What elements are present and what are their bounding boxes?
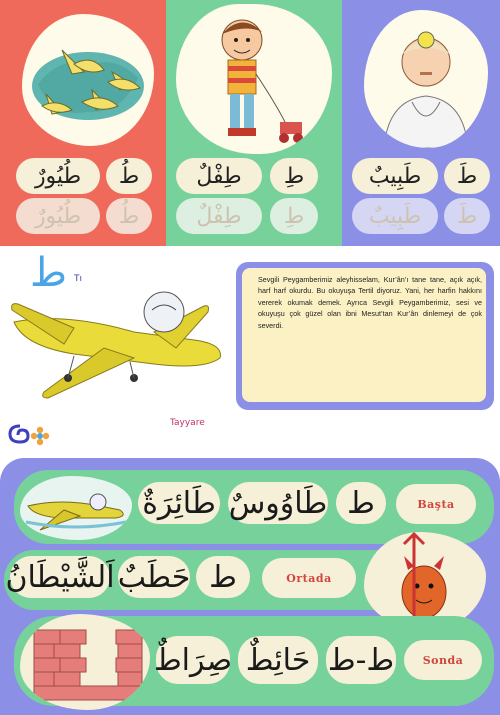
word-pill	[16, 158, 100, 194]
word-text-faded: طَبِيبٌ	[368, 203, 422, 229]
form-pill	[336, 482, 386, 524]
row-form: ط	[209, 559, 237, 595]
word-text-faded: طِفْلٌ	[196, 203, 242, 229]
word-pill-faded	[176, 198, 262, 234]
position-tag	[404, 640, 482, 680]
lesson-paragraph: Sevgili Peygamberimiz aleyhisselam, Kur’ân’ı tane tane, açık açık, harf harf okurdu. Bu okuyuşa Tertil diyoruz. Yani, her harfin hakkını vererek okumak demek. Ayrıca Sevgili Peygamberimiz, sesi ve okuyuşu çok güzel olan ibni Mesut’tan Kur’ân dinlemeyi de çok severdi.	[258, 275, 482, 330]
letter-text: طَ	[456, 163, 478, 189]
form-pill	[326, 636, 396, 684]
airplane-illustration	[4, 282, 234, 412]
letter-text: طُ	[118, 163, 140, 189]
word-text: طَبِيبٌ	[368, 163, 422, 189]
position-tag	[262, 558, 356, 598]
word-text: طِفْلٌ	[196, 163, 242, 189]
word-pill	[176, 158, 262, 194]
form-pill	[196, 556, 250, 598]
letter-pill	[444, 158, 490, 194]
row-form: ط	[347, 485, 375, 521]
spiral-icon	[4, 424, 32, 446]
position-label: Başta	[417, 497, 455, 511]
letter-text-faded: طِ	[283, 203, 305, 229]
row-word: اَلشَّيْطَانُ	[5, 559, 115, 595]
position-tag	[396, 484, 476, 524]
word-pill	[118, 556, 190, 598]
row-word: حَطَبٌ	[117, 559, 191, 595]
letter-text: طِ	[283, 163, 305, 189]
word-pill	[228, 482, 328, 524]
word-pill-faded	[16, 198, 100, 234]
row-word: طَائِرَةٌ	[142, 485, 216, 521]
position-label: Sonda	[422, 653, 464, 667]
row-word: طَاوُوسٌ	[228, 485, 328, 521]
letter-pill-faded	[106, 198, 152, 234]
row-word: صِرَاطٌ	[153, 642, 233, 678]
airplane-caption: Tayyare	[170, 418, 205, 428]
word-pill	[153, 636, 233, 684]
word-text: طُيُورٌ	[34, 163, 82, 189]
boy-picture	[176, 4, 332, 154]
letter-text-faded: طُ	[118, 203, 140, 229]
word-text-faded: طُيُورٌ	[34, 203, 82, 229]
word-pill	[352, 158, 438, 194]
word-pill	[238, 636, 318, 684]
row-form: ط-ط	[327, 642, 395, 678]
row-word: حَائِطٌ	[245, 642, 311, 678]
position-label: Ortada	[286, 571, 332, 585]
letter-pill	[106, 158, 152, 194]
word-pill	[138, 482, 220, 524]
word-pill-faded	[352, 198, 438, 234]
letter-pill	[270, 158, 318, 194]
letter-name: Tı	[74, 274, 82, 284]
letter-text-faded: طَ	[456, 203, 478, 229]
letter-pill-faded	[270, 198, 318, 234]
letter-glyph: ط	[30, 250, 67, 296]
flower-icon	[30, 426, 50, 446]
airplane-icon	[12, 292, 221, 398]
boy-icon	[176, 4, 332, 154]
word-pill	[5, 556, 115, 598]
letter-pill-faded	[444, 198, 490, 234]
